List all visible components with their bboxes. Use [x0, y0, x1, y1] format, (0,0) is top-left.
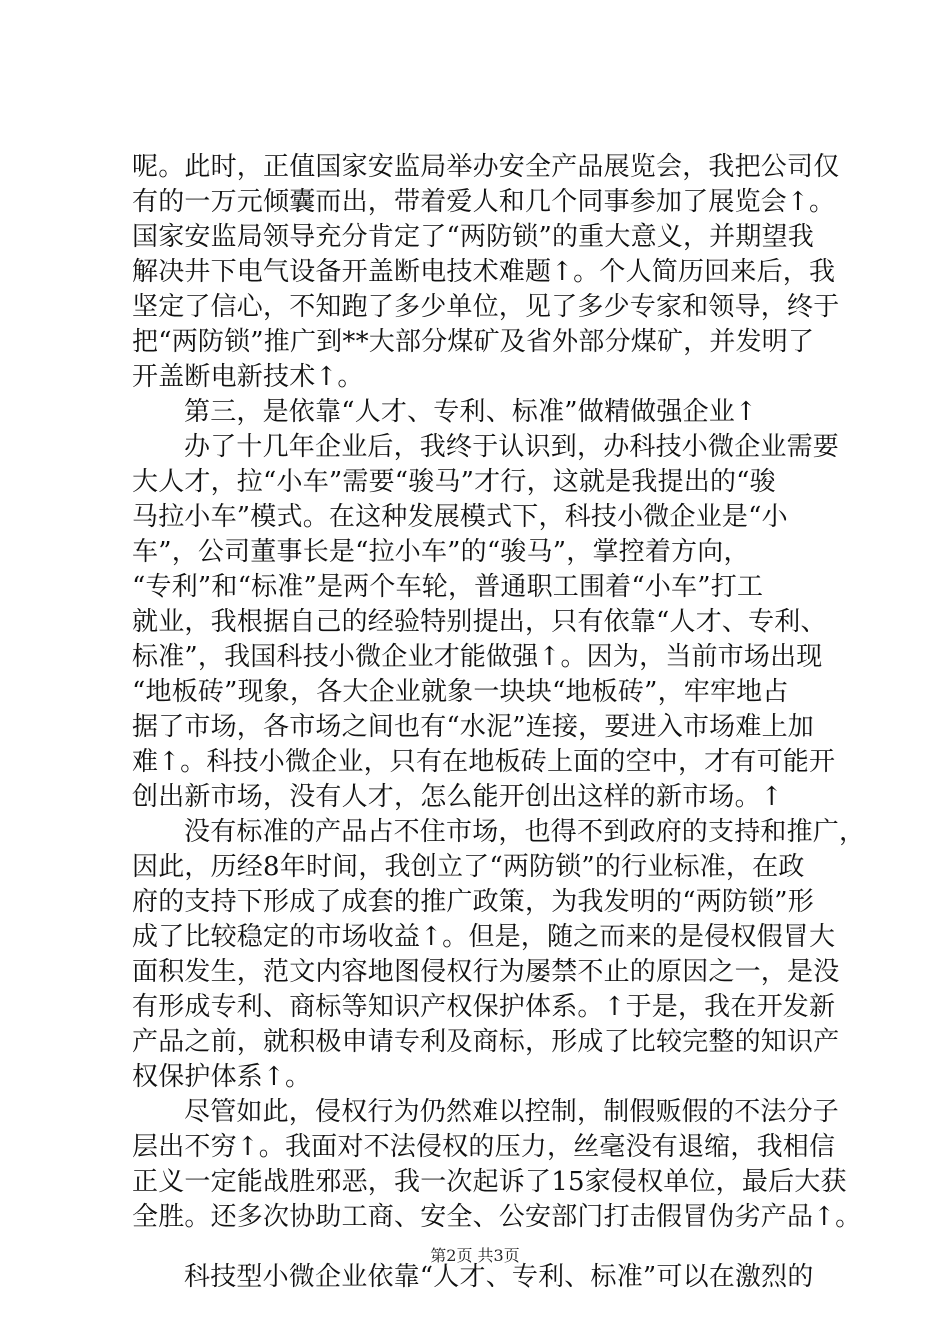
text-line: 有的一万元倾囊而出，带着爱人和几个同事参加了展览会↑。 — [132, 187, 836, 217]
text-line: 有形成专利、商标等知识产权保护体系。↑于是，我在开发新 — [132, 992, 836, 1022]
text-line: 全胜。还多次协助工商、安全、公安部门打击假冒伪劣产品↑。 — [132, 1202, 862, 1232]
text-line: 就业，我根据自己的经验特别提出，只有依靠“人才、专利、 — [132, 607, 827, 637]
text-line: 开盖断电新技术↑。 — [132, 362, 364, 392]
text-line: 产品之前，就积极申请专利及商标，形成了比较完整的知识产 — [132, 1027, 840, 1057]
text-line: 科技型小微企业依靠“人才、专利、标准”可以在激烈的 — [184, 1262, 814, 1292]
text-line: 创出新市场，没有人才，怎么能开创出这样的新市场。↑ — [132, 782, 783, 812]
text-line: 层出不穷↑。我面对不法侵权的压力，丝毫没有退缩，我相信 — [132, 1132, 836, 1162]
document-body — [132, 150, 866, 1295]
text-line: 马拉小车”模式。在这种发展模式下，科技小微企业是“小 — [132, 502, 788, 532]
text-line: 权保护体系↑。 — [132, 1062, 312, 1092]
text-line: 解决井下电气设备开盖断电技术难题↑。个人简历回来后，我 — [132, 257, 836, 287]
text-line: 面积发生，范文内容地图侵权行为屡禁不止的原因之一，是没 — [132, 957, 840, 987]
text-line: 国家安监局领导充分肯定了“两防锁”的重大意义，并期望我 — [132, 222, 814, 252]
text-line: 成了比较稳定的市场收益↑。但是，随之而来的是侵权假冒大 — [132, 922, 836, 952]
text-line: 没有标准的产品占不住市场，也得不到政府的支持和推广， — [184, 817, 866, 847]
text-line: 大人才，拉“小车”需要“骏马”才行，这就是我提出的“骏 — [132, 467, 776, 497]
page-footer — [0, 1246, 950, 1266]
text-line: 因此，历经8年时间，我创立了“两防锁”的行业标准，在政 — [132, 852, 805, 882]
section-heading: 第三，是依靠“人才、专利、标准”做精做强企业↑ — [184, 397, 757, 427]
text-line: 正义一定能战胜邪恶，我一次起诉了15家侵权单位，最后大获 — [132, 1167, 847, 1197]
text-line: 标准”，我国科技小微企业才能做强↑。因为，当前市场出现 — [132, 642, 823, 672]
text-line: 把“两防锁”推广到**大部分煤矿及省外部分煤矿，并发明了 — [132, 327, 815, 357]
text-line: 尽管如此，侵权行为仍然难以控制，制假贩假的不法分子 — [184, 1097, 840, 1127]
text-line: 车”，公司董事长是“拉小车”的“骏马”，掌控着方向， — [132, 537, 750, 567]
text-line: 府的支持下形成了成套的推广政策，为我发明的“两防锁”形 — [132, 887, 814, 917]
text-line: 呢。此时，正值国家安监局举办安全产品展览会，我把公司仅 — [132, 152, 840, 182]
text-line: 难↑。科技小微企业，只有在地板砖上面的空中，才有可能开 — [132, 747, 836, 777]
text-line: 坚定了信心，不知跑了多少单位，见了多少专家和领导，终于 — [132, 292, 840, 322]
text-line: 据了市场，各市场之间也有“水泥”连接，要进入市场难上加 — [132, 712, 814, 742]
text-line: “专利”和“标准”是两个车轮，普通职工围着“小车”打工 — [132, 572, 764, 602]
text-line: 办了十几年企业后，我终于认识到，办科技小微企业需要 — [184, 432, 840, 462]
page-number: 第2页 共3页 — [430, 1246, 520, 1265]
text-line: “地板砖”现象，各大企业就象一块块“地板砖”，牢牢地占 — [132, 677, 789, 707]
